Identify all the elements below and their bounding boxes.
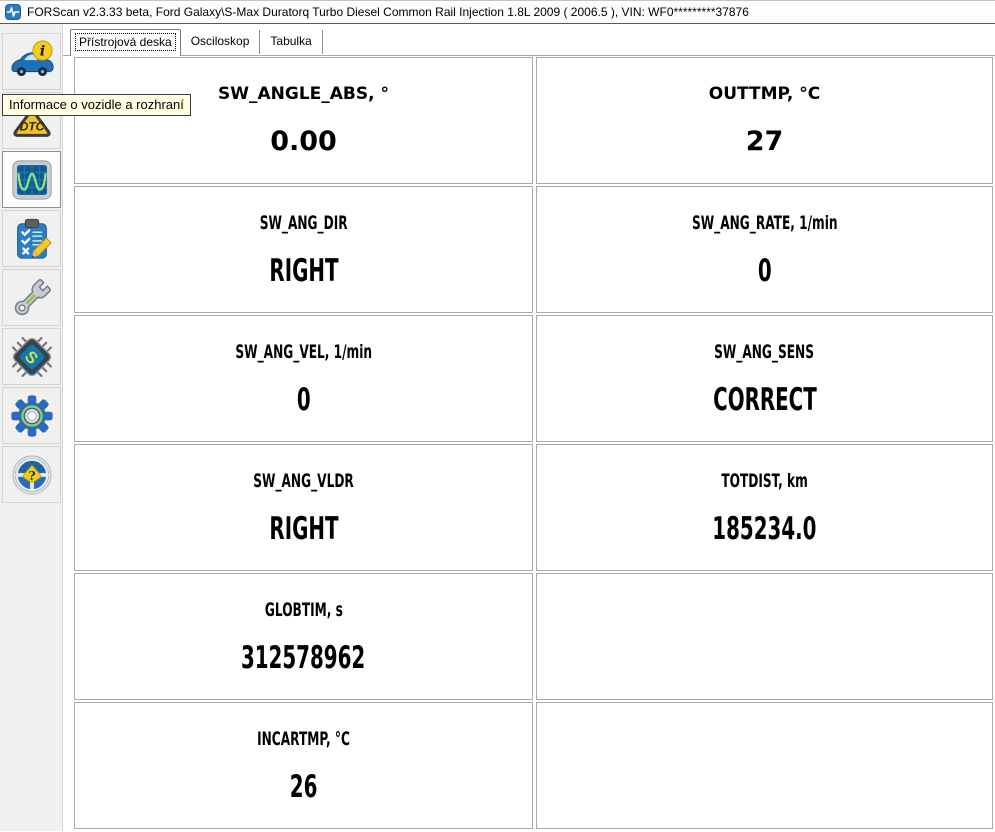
cell-sw-ang-dir[interactable] — [74, 186, 533, 313]
svg-text:DTC: DTC — [19, 119, 44, 134]
sidebar-button-programming[interactable] — [2, 328, 61, 385]
vehicle-info-icon — [9, 39, 55, 85]
tooltip-vehicle-info: Informace o vozidle a rozhraní — [2, 94, 191, 116]
cell-empty-1[interactable] — [536, 573, 993, 700]
svg-text:S: S — [20, 347, 41, 368]
gauge-label: SW_ANG_RATE, 1/min — [691, 212, 838, 234]
sidebar-button-tests[interactable] — [2, 210, 61, 267]
gauge-value: 0.00 — [270, 126, 337, 157]
sidebar-button-oscilloscope[interactable] — [2, 151, 61, 208]
gauge-value: 185234.0 — [712, 511, 817, 547]
gauge-value: 27 — [745, 126, 784, 157]
tab-label: Osciloskop — [190, 34, 250, 48]
sidebar-button-vehicle-info[interactable] — [2, 33, 61, 90]
gauge-value: 0 — [296, 382, 311, 418]
gauge-value: RIGHT — [268, 253, 339, 289]
gauge-value: 0 — [757, 253, 772, 289]
settings-icon — [9, 393, 55, 439]
oscilloscope-icon — [9, 157, 55, 203]
cell-empty-2[interactable] — [536, 702, 993, 829]
gauge-label: OUTTMP, °C — [708, 84, 821, 104]
tab-osciloskop[interactable] — [181, 30, 261, 54]
cell-outtmp[interactable] — [536, 57, 993, 184]
tab-bar — [63, 24, 995, 56]
main-content — [63, 24, 995, 831]
sidebar-button-service[interactable] — [2, 269, 61, 326]
sidebar-button-settings[interactable] — [2, 387, 61, 444]
programming-icon — [9, 334, 55, 380]
gauge-label: INCARTMP, °C — [257, 728, 350, 750]
cell-incartmp[interactable] — [74, 702, 533, 829]
cell-sw-ang-vldr[interactable] — [74, 444, 533, 571]
help-icon — [9, 452, 55, 498]
gauge-label: SW_ANG_VLDR — [253, 470, 354, 492]
gauge-value: 312578962 — [241, 640, 366, 676]
gauge-value: 26 — [289, 769, 318, 805]
cell-totdist[interactable] — [536, 444, 993, 571]
gauge-label: SW_ANG_DIR — [259, 212, 348, 234]
cell-sw-angle-abs[interactable] — [74, 57, 533, 184]
gauge-label: GLOBTIM, s — [264, 599, 343, 621]
gauge-label: SW_ANG_SENS — [714, 341, 815, 363]
svg-text:i: i — [39, 42, 45, 59]
tab-tabulka[interactable] — [260, 30, 322, 54]
window-title: FORScan v2.3.33 beta, Ford Galaxy\S-Max Duratorq Turbo Diesel Common Rail Injection 1.8L 2009 ( 2006.5 ), VIN: WF0*********37876 — [27, 5, 749, 19]
cell-sw-ang-rate[interactable] — [536, 186, 993, 313]
cell-sw-ang-sens[interactable] — [536, 315, 993, 442]
forscan-logo-icon — [5, 4, 21, 20]
gauge-label: SW_ANG_VEL, 1/min — [235, 341, 372, 363]
cell-globtim[interactable] — [74, 573, 533, 700]
dashboard-grid — [74, 57, 995, 829]
service-icon — [9, 275, 55, 321]
tab-label: Přístrojová deska — [75, 33, 176, 51]
svg-text:?: ? — [27, 467, 36, 483]
cell-sw-ang-vel[interactable] — [74, 315, 533, 442]
gauge-label: SW_ANGLE_ABS, ° — [217, 84, 389, 104]
window-titlebar — [0, 0, 995, 24]
sidebar-toolbar — [0, 24, 63, 831]
sidebar-button-help[interactable] — [2, 446, 61, 503]
tests-icon — [9, 216, 55, 262]
gauge-value: RIGHT — [268, 511, 339, 547]
tab-pristrojova-deska[interactable] — [70, 29, 181, 56]
gauge-value: CORRECT — [712, 382, 817, 418]
gauge-label: TOTDIST, km — [721, 470, 808, 492]
tab-label: Tabulka — [270, 34, 312, 48]
